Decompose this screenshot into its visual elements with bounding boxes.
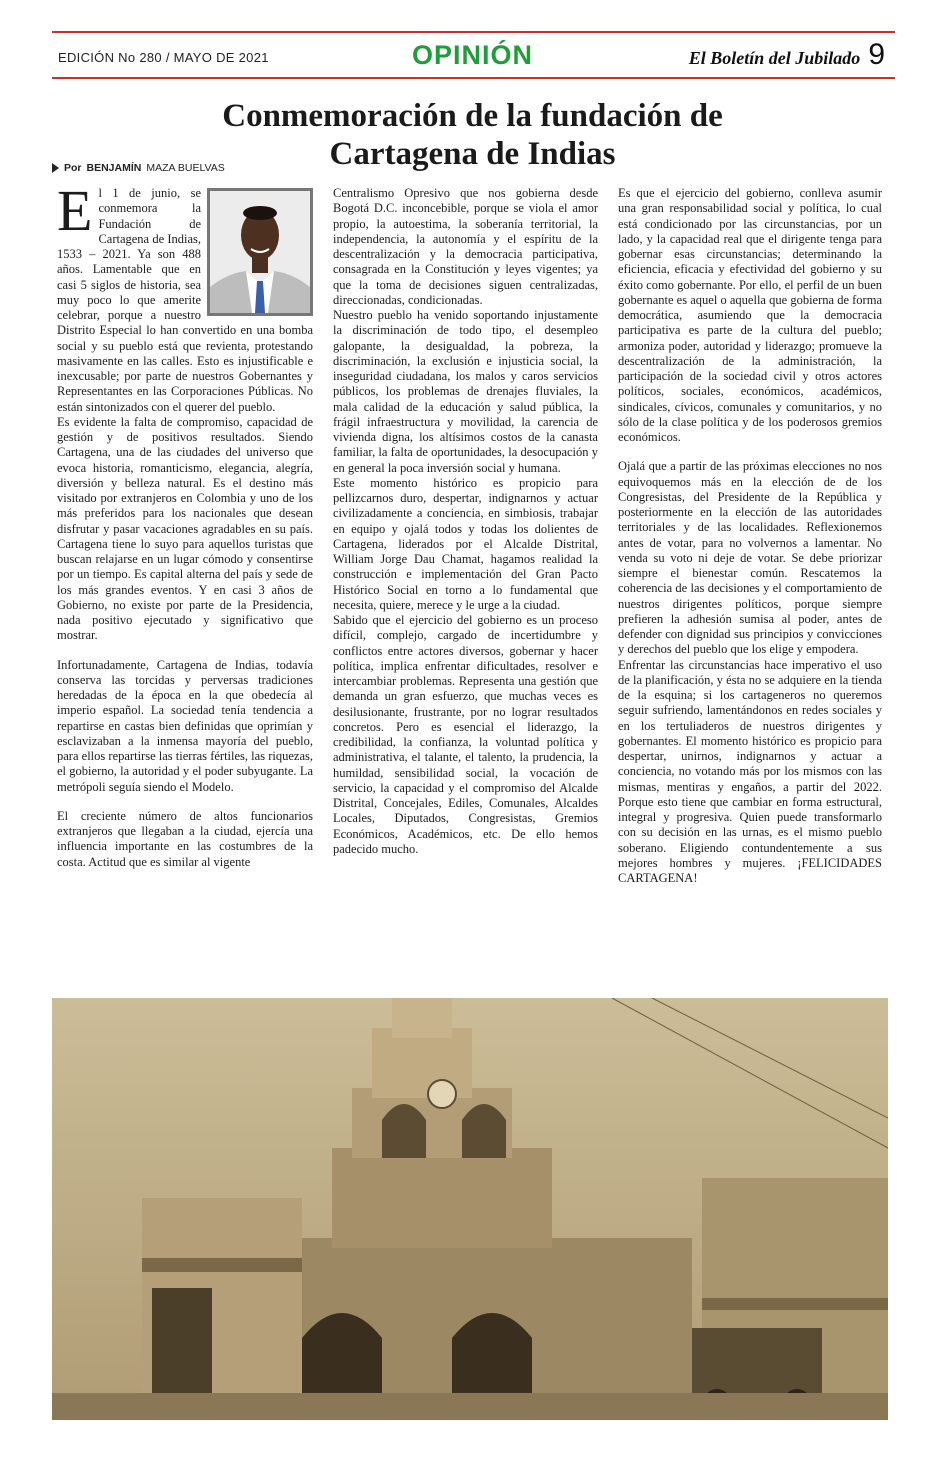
col1-paragraph-2: Es evidente la falta de compromiso, capacidad de gestión y de positivos resultados. Siendo Cartagena, una de las ciudades del universo que evoca historia, romanticismo, elegancia, alegría, diversión y belleza natural. Es el destino más visitado por extranjeros en Colombia y uno de los más preferidos para los nacionales que desean disfrutar y pasar vacaciones agradables en su país. Cartagena tiene lo suyo para aquellos turistas que buscan relajarse en un lugar cómodo y consentirse por un tiempo. Es capital alterna del país y sede de los más grandes eventos. Y en casi 3 años de Gobierno, no existe por parte de la Presidencia, nada positivo ejecutado y significativo que mostrar. (57, 414, 313, 643)
page-number: 9 (868, 38, 885, 71)
article-column-2 (333, 186, 598, 857)
section-title: OPINIÓN (411, 40, 533, 70)
publication-name: El Boletín del Jubilado (688, 48, 861, 68)
byline (52, 162, 225, 174)
author-portrait-image (207, 188, 313, 316)
header-top-rule (52, 31, 895, 33)
article-column-1 (57, 178, 313, 870)
col3-paragraph-3: Enfrentar las circunstancias hace imperativo el uso de la planificación, y ésta no se adquiere en la tienda de la esquina; si los cartageneros no queremos seguir sufriendo, lamentándonos en redes sociales y en los tertuliaderos de nuestros dirigentes y gobernantes. El momento histórico es propicio para despertar, unirnos, indignarnos y actuar a conciencia, no votando más por los mismos con las mismas, mentiras y engaños, a partir del 2022. Porque esto tiene que cambiar en forma estructural, integral y progresiva. Quien puede transformarlo con su decisión en las urnas, es el mismo pueblo soberano. Eligiendo contundentemente a sus mejores hombres y mujeres. ¡FELICIDADES CARTAGENA! (618, 657, 882, 885)
author-portrait-icon (210, 191, 310, 313)
publication-masthead (689, 38, 885, 72)
header-bottom-rule (52, 77, 895, 79)
article-title-line-1: Conmemoración de la fundación de (222, 98, 723, 134)
col1-paragraph-3: Infortunadamente, Cartagena de Indias, todavía conserva las torcidas y perversas tradiciones heredadas de la época en la que obedecía al imperio español. La sociedad tenía tendencia a repartirse en castas bien definidas que oprimían y esclavizaban a la inmensa mayoría del pueblo, para ellos repartirse las tierras fértiles, las riquezas, el gobierno, la autoridad y el poder subyugante. La metrópoli seguía siendo el Modelo. (57, 657, 313, 794)
clock-tower-photo-icon (52, 998, 888, 1420)
edition-label: EDICIÓN No 280 / MAYO DE 2021 (58, 50, 269, 65)
col1-paragraph-1: l 1 de junio, se conmemora la Fundación de Cartagena de Indias, 1533 – 2021. Ya son 488 años. Lamentable que en casi 5 siglos de historia, sea muy poco lo que amerite celebrar, porque a nuestro Distrito Especial lo han convertido en una bomba social y su pueblo está que revienta, protestando masivamente en las calles. Esto es injustificable e inexcusable; por parte de nuestros Gobernantes y Representantes en las Corporaciones Públicas. No están sintonizados con el querer del pueblo. (57, 186, 313, 414)
byline-last-name: MAZA BUELVAS (146, 162, 225, 174)
historic-photo (52, 998, 888, 1420)
drop-cap: E (57, 178, 93, 243)
col2-paragraph-2: Nuestro pueblo ha venido soportando injustamente la discriminación de todo tipo, el desempleo galopante, la desigualdad, la pobreza, la discriminación, la exclusión e injusticia social, la inseguridad ciudadana, los malos y caros servicios públicos, los problemas de drenajes fluviales, la mala calidad de la educación y salud pública, la frágil infraestructura y movilidad, la carencia de vivienda digna, los altísimos costos de la canasta familiar, la falta de oportunidades, la desocupación y en general la poca inversión social y humana. (333, 308, 598, 475)
col3-paragraph-2: Ojalá que a partir de las próximas elecciones no nos equivoquemos más en la elección de de los Congresistas, del Presidente de la República y posteriormente en la elección de las autoridades territoriales y de las localidades. Reflexionemos antes de votar, para no volvernos a lamentar. No venda su voto ni deje de votar. Se debe priorizar siempre el bienestar común. Rescatemos la coherencia de las decisiones y el comportamiento de nuestros dirigentes políticos, porque siempre prefieren la adhesión sumisa al poder, antes de defender con dignidad sus principios y convicciones y derechos del pueblo que los elige y empodera. (618, 459, 882, 657)
col2-paragraph-1: Centralismo Opresivo que nos gobierna desde Bogotá D.C. inconcebible, porque se viola el amor propio, la autoestima, la soberanía territorial, la independencia, la autonomía y el espíritu de la descentralización y la democracia participativa, consagrada en la Constitución y leyes vigentes; ya que la toma de decisiones siguen centralizadas, direccionadas, condicionadas. (333, 186, 598, 307)
col2-paragraph-4: Sabido que el ejercicio del gobierno es un proceso difícil, complejo, cargado de incertidumbre y conflictos entre actores diversos, gobernar y hacer política, implica enfrentar dificultades, resolver e intercambiar problemas. Representa una gestión que demanda un gran esfuerzo, que muchas veces es desilusionante, frustrante, por no lograr resultados concretos. Pero es esencial el liderazgo, la credibilidad, la confianza, la voluntad política y administrativa, el talante, el talento, la prudencia, la humildad, sensibilidad social, la vocación de servicio, la capacidad y el compromiso del Alcalde Distrital, Concejales, Ediles, Comunales, Alcaldes Locales, Diputados, Congresistas, Gremios Económicos, Académicos, etc. De ello hemos padecido mucho. (333, 613, 598, 856)
article-column-3 (618, 186, 882, 886)
col2-paragraph-3: Este momento histórico es propicio para pellizcarnos duro, despertar, indignarnos y actuar civilizadamente a conciencia, en simbiosis, trabajar en equipo y ojalá todos y todas los dolientes de Cartagena, liderados por el Alcalde Distrital, William Jorge Dau Chamat, hagamos realidad la construcción e implementación del Gran Pacto Histórico Social en torno a lo fundamental que necesita, quiere, merece y le urge a la ciudad. (333, 475, 598, 612)
article-title-line-2: Cartagena de Indias (329, 136, 616, 172)
col3-paragraph-1: Es que el ejercicio del gobierno, conlleva asumir una gran responsabilidad social y política, lo cual está condicionado por las circunstancias, por un lado, y la capacidad real que el dirigente tenga para gobernar esas circunstancias; determinando la eficiencia, eficacia y efectividad del gobierno y su éxito como gobernante. Por ello, el perfil de un buen gobernante es aquel o aquella que gobierna de forma democrática, asumiendo que la democracia participativa es parte de la cultura del pueblo; armoniza poder, autoridad y liderazgo; promueve la descentralización de la administración, la participación de la sociedad civil y otros actores políticos, sociales, económicos, académicos, sindicales, cívicos, comunales y comunitarios, y no sólo de la clase política y de los poderosos gremios económicos. (618, 186, 882, 444)
col1-paragraph-4: El creciente número de altos funcionarios extranjeros que llegaban a la ciudad, ejercía una influencia importante en las costumbres de la costa. Actitud que es similar al vigente (57, 808, 313, 869)
byline-prefix: Por (64, 162, 82, 174)
byline-first-name: BENJAMÍN (86, 162, 142, 174)
byline-arrow-icon (52, 163, 59, 173)
